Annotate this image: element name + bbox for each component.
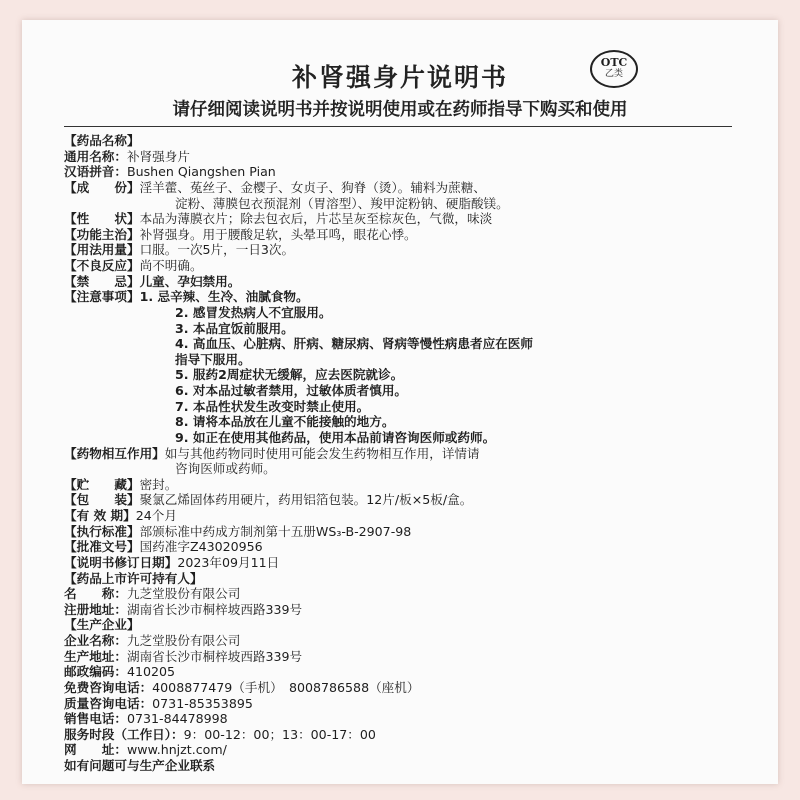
mah-address-label: 注册地址：	[64, 601, 127, 617]
precaution-item: 6. 对本品过敏者禁用，过敏体质者慎用。	[175, 383, 408, 398]
hours-label: 服务时段（工作日）：	[64, 726, 184, 742]
ingredients-row	[64, 180, 486, 196]
revision-value: 2023年09月11日	[177, 554, 280, 570]
indications-label: 【功能主治】	[64, 226, 140, 242]
otc-badge	[590, 50, 638, 88]
ingredients-line1: 淫羊藿、菟丝子、金樱子、女贞子、狗脊（烫）。辅料为蔗糖、	[139, 179, 486, 195]
contraindications-label: 【禁 忌】	[64, 273, 140, 289]
precaution-item-continued: 指导下服用。	[175, 351, 251, 367]
sales-row	[64, 711, 228, 727]
mfr-address-value: 湖南省长沙市桐梓坡西路339号	[126, 648, 303, 664]
section-mah: 【药品上市许可持有人】	[64, 570, 203, 586]
dosage-row	[64, 242, 294, 258]
properties-value: 本品为薄膜衣片；除去包衣后，片芯呈灰至棕灰色，气微，味淡	[139, 211, 493, 227]
dosage-label: 【用法用量】	[64, 242, 140, 258]
hours-row	[64, 727, 376, 743]
interactions-row	[64, 446, 480, 462]
precaution-item: 3. 本品宜饭前服用。	[175, 320, 294, 336]
common-name-value: 补肾强身片	[126, 148, 190, 164]
pinyin-row	[64, 164, 276, 180]
indications-value: 补肾强身。用于腰酸足软，头晕耳鸣，眼花心悸。	[139, 226, 417, 242]
mah-name-label: 名 称：	[64, 586, 127, 602]
interactions-line2: 咨询医师或药师。	[175, 461, 276, 477]
approval-value: 国药准字Z43020956	[139, 539, 263, 555]
hotline-label: 免费咨询电话：	[64, 679, 153, 695]
packaging-value: 聚氯乙烯固体药用硬片，药用铝箔包装。12片/板×5板/盒。	[139, 492, 473, 508]
web-value[interactable]: www.hnjzt.com/	[126, 742, 227, 758]
document-title: 补肾强身片说明书	[291, 63, 508, 92]
mfr-address-label: 生产地址：	[64, 648, 127, 664]
precaution-item: 1. 忌辛辣、生冷、油腻食物。	[139, 289, 309, 305]
section-drug-name: 【药品名称】	[64, 133, 140, 148]
postcode-label: 邮政编码：	[64, 664, 127, 680]
common-name-label: 通用名称：	[64, 148, 127, 164]
document-subtitle: 请仔细阅读说明书并按说明使用或在药师指导下购买和使用	[172, 100, 628, 120]
precaution-item: 2. 感冒发热病人不宜服用。	[175, 304, 332, 320]
validity-value: 24个月	[135, 508, 177, 523]
mah-address-value: 湖南省长沙市桐梓坡西路339号	[126, 601, 303, 617]
contraindications-row	[64, 274, 240, 290]
quality-label: 质量咨询电话：	[64, 695, 153, 711]
ingredients-label: 【成 份】	[64, 179, 140, 195]
adverse-value: 尚不明确。	[139, 258, 203, 273]
dosage-value: 口服。一次5片，一日3次。	[139, 242, 295, 258]
common-name-row	[64, 149, 190, 165]
precaution-item: 9. 如正在使用其他药品，使用本品前请咨询医师或药师。	[175, 429, 496, 445]
sales-value: 0731-84478998	[126, 711, 228, 727]
mah-address-row	[64, 602, 302, 618]
otc-class: 乙类	[604, 69, 623, 79]
footer-note: 如有问题可与生产企业联系	[64, 758, 216, 773]
precaution-item: 8. 请将本品放在儿童不能接触的地方。	[175, 414, 395, 430]
sales-label: 销售电话：	[64, 711, 127, 727]
mah-name-value: 九芝堂股份有限公司	[126, 586, 241, 602]
web-label: 网 址：	[64, 742, 127, 758]
postcode-row	[64, 664, 175, 680]
validity-row	[64, 508, 177, 524]
validity-label: 【有 效 期】	[64, 508, 136, 523]
precaution-item: 5. 服药2周症状无缓解，应去医院就诊。	[175, 367, 404, 383]
hotline-row	[64, 680, 419, 696]
mfr-name-label: 企业名称：	[64, 633, 127, 648]
approval-label: 【批准文号】	[64, 539, 140, 555]
standard-row	[64, 524, 411, 540]
standard-label: 【执行标准】	[64, 523, 140, 539]
packaging-label: 【包 装】	[64, 492, 140, 508]
properties-row	[64, 211, 492, 227]
standard-value: 部颁标准中药成方制剂第十五册WS₃-B-2907-98	[139, 523, 412, 539]
precautions-row	[64, 289, 309, 305]
indications-row	[64, 227, 417, 243]
precaution-item: 7. 本品性状发生改变时禁止使用。	[175, 398, 370, 414]
top-divider	[64, 126, 732, 127]
storage-label: 【贮 藏】	[64, 476, 140, 492]
storage-value: 密封。	[139, 476, 178, 492]
interactions-line1: 如与其他药物同时使用可能会发生药物相互作用，详情请	[164, 445, 480, 461]
quality-value: 0731-85353895	[152, 695, 253, 711]
pinyin-value: Bushen Qiangshen Pian	[126, 164, 276, 180]
postcode-value: 410205	[126, 664, 176, 680]
properties-label: 【性 状】	[64, 211, 140, 227]
web-row	[64, 742, 227, 758]
interactions-label: 【药物相互作用】	[64, 445, 165, 461]
mfr-name-row	[64, 633, 240, 649]
packaging-row	[64, 492, 472, 508]
pinyin-label: 汉语拼音：	[64, 164, 127, 180]
ingredients-line2: 淀粉、薄膜包衣预混剂（胃溶型）、羧甲淀粉钠、硬脂酸镁。	[175, 195, 509, 211]
mfr-name-value: 九芝堂股份有限公司	[126, 633, 241, 648]
storage-row	[64, 477, 177, 493]
hotline-value: 4008877479（手机） 8008786588（座机）	[152, 679, 420, 695]
contraindications-value: 儿童、孕妇禁用。	[139, 273, 241, 289]
mah-name-row	[64, 586, 240, 602]
revision-row	[64, 555, 279, 571]
hours-value: 9：00-12：00；13：00-17：00	[183, 726, 376, 742]
approval-row	[64, 539, 263, 555]
mfr-address-row	[64, 649, 302, 665]
quality-row	[64, 696, 253, 712]
adverse-row	[64, 258, 203, 274]
adverse-label: 【不良反应】	[64, 258, 140, 273]
precautions-label: 【注意事项】	[64, 289, 140, 305]
section-manufacturer: 【生产企业】	[64, 617, 140, 633]
revision-label: 【说明书修订日期】	[64, 554, 178, 570]
otc-mark: OTC	[600, 56, 628, 69]
precaution-item: 4. 高血压、心脏病、肝病、糖尿病、肾病等慢性病患者应在医师	[175, 336, 533, 352]
